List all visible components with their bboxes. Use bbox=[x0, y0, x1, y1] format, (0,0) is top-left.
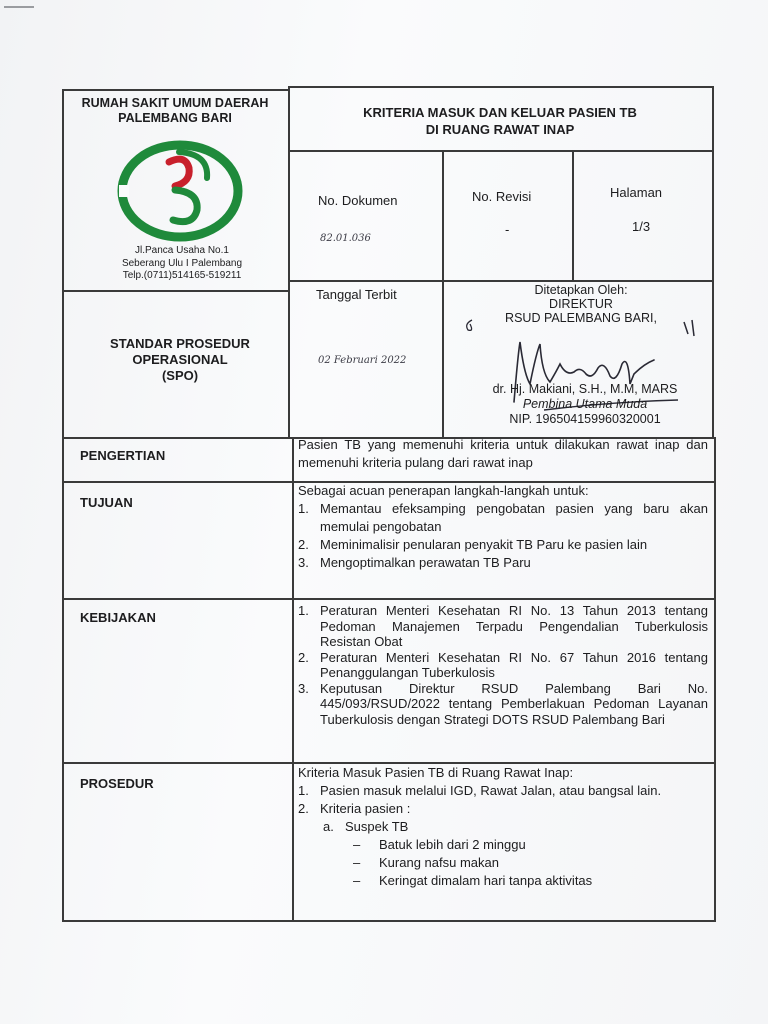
list-item: – Keringat dimalam hari tanpa aktivitas bbox=[353, 873, 593, 888]
list-item: 2. Peraturan Menteri Kesehatan RI No. 67 Tahun 2016 tentang Penanggulangan Tuberkulosis bbox=[298, 649, 708, 680]
signer-nip: NIP. 196504159960320001 bbox=[509, 412, 661, 426]
spo-label bbox=[72, 336, 288, 384]
prosedur-intro: Kriteria Masuk Pasien TB di Ruang Rawat Inap: bbox=[298, 765, 574, 780]
address-line2: Seberang Ulu I Palembang bbox=[121, 257, 243, 269]
tanggal-terbit-label: Tanggal Terbit bbox=[316, 287, 397, 302]
no-dokumen-label: No. Dokumen bbox=[318, 193, 398, 208]
list-item: – Batuk lebih dari 2 minggu bbox=[353, 837, 526, 852]
tujuan-intro: Sebagai acuan penerapan langkah-langkah untuk: bbox=[298, 483, 589, 498]
no-revisi-value: - bbox=[505, 222, 510, 237]
list-item: 1. Peraturan Menteri Kesehatan RI No. 13 Tahun 2013 tentang Pedoman Manajemen Terpadu Pengendalian Tuberkulosis Resistan Obat bbox=[298, 603, 708, 649]
kebijakan-body bbox=[298, 603, 708, 727]
ditetapkan-line3: RSUD PALEMBANG BARI, bbox=[505, 311, 657, 325]
halaman-label: Halaman bbox=[610, 185, 663, 200]
hospital-address bbox=[72, 245, 292, 283]
spo-line1: STANDAR PROSEDUR bbox=[110, 336, 250, 351]
prosedur-body bbox=[298, 764, 708, 890]
tujuan-body bbox=[298, 482, 708, 572]
list-item: 1. Pasien masuk melalui IGD, Rawat Jalan, atau bangsal lain. bbox=[298, 783, 662, 798]
hospital-name bbox=[62, 96, 288, 126]
no-revisi-label: No. Revisi bbox=[472, 189, 532, 204]
signer-block bbox=[455, 382, 715, 427]
halaman-value: 1/3 bbox=[632, 219, 651, 234]
tanggal-terbit-value: 02 Februari 2022 bbox=[318, 355, 407, 366]
spo-line2: OPERASIONAL bbox=[132, 352, 228, 367]
list-item: – Kurang nafsu makan bbox=[353, 855, 499, 870]
no-dokumen-value: 82.01.036 bbox=[320, 233, 371, 244]
hospital-name-line2: PALEMBANG BARI bbox=[118, 111, 232, 125]
list-item: 3. Keputusan Direktur RSUD Palembang Bari No. 445/093/RSUD/2022 tentang Pemberlakuan Pedoman Layanan Tuberkulosis dengan Strategi DOTS RSUD Palembang Bari bbox=[298, 680, 708, 727]
title-line2: DI RUANG RAWAT INAP bbox=[425, 122, 575, 137]
signer-name: dr. Hj. Makiani, S.H., M.M, MARS bbox=[492, 382, 678, 396]
pengertian-text: Pasien TB yang memenuhi kriteria untuk dilakukan rawat inap dan memenuhi kriteria pulang dari rawat inap bbox=[298, 437, 708, 470]
prosedur-label: PROSEDUR bbox=[80, 776, 154, 791]
ditetapkan-line2: DIREKTUR bbox=[549, 297, 613, 311]
hospital-logo-icon bbox=[117, 140, 243, 242]
address-line3: Telp.(0711)514165-519211 bbox=[122, 270, 242, 281]
list-item: a. Suspek TB bbox=[323, 819, 409, 834]
list-item: 2. Meminimalisir penularan penyakit TB Paru ke pasien lain bbox=[298, 537, 648, 552]
kebijakan-label: KEBIJAKAN bbox=[80, 610, 156, 625]
list-item: 3. Mengoptimalkan perawatan TB Paru bbox=[298, 555, 531, 570]
address-line1: Jl.Panca Usaha No.1 bbox=[135, 245, 229, 256]
pengertian-label: PENGERTIAN bbox=[80, 448, 166, 463]
signer-rank: Pembina Utama Muda bbox=[522, 397, 648, 411]
title-line1: KRITERIA MASUK DAN KELUAR PASIEN TB bbox=[363, 105, 637, 120]
list-item: 2. Kriteria pasien : bbox=[298, 801, 411, 816]
document-title bbox=[290, 104, 710, 138]
hospital-name-line1: RUMAH SAKIT UMUM DAERAH bbox=[81, 96, 269, 110]
tujuan-label: TUJUAN bbox=[80, 495, 133, 510]
spo-line3: (SPO) bbox=[161, 368, 199, 383]
list-item: 1. Memantau efeksamping pengobatan pasien yang baru akan memulai pengobatan bbox=[298, 501, 708, 534]
ditetapkan-line1: Ditetapkan Oleh: bbox=[534, 283, 628, 297]
